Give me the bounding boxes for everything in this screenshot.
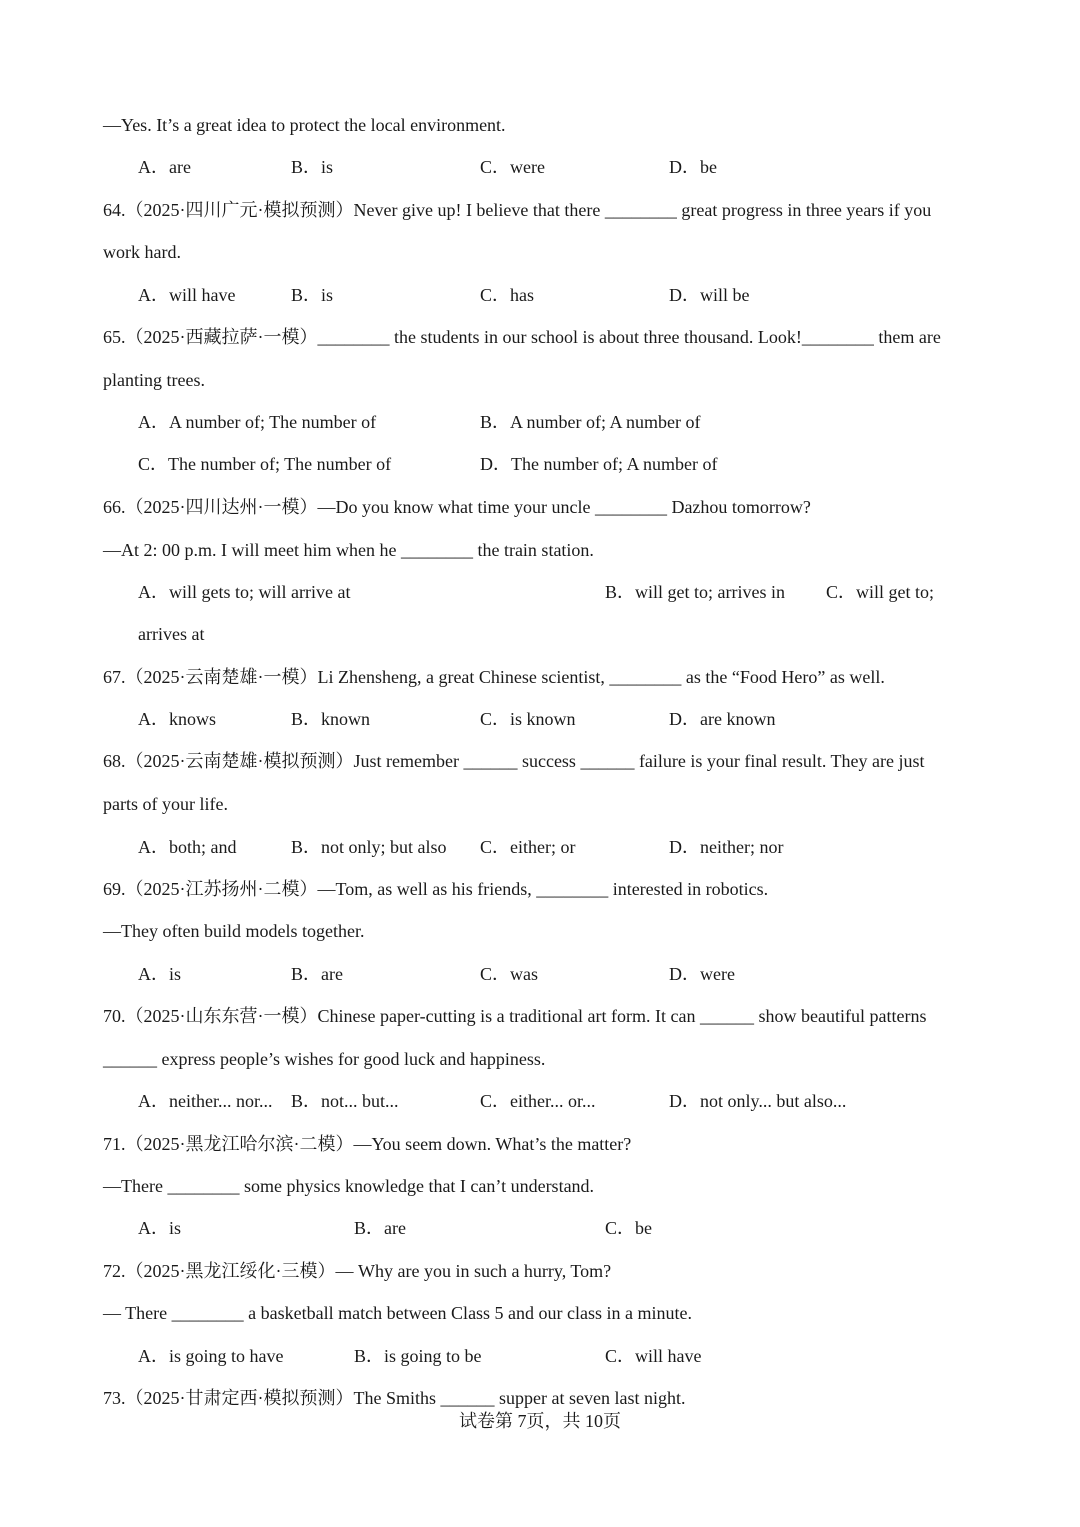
question-67: 67.（2025·云南楚雄·一模）Li Zhensheng, a great Chinese scientist, ________ as the “Food Hero” as well. (103, 667, 885, 687)
question-66: 66.（2025·四川达州·一模）—Do you know what time your uncle ________ Dazhou tomorrow? (103, 497, 811, 517)
question-73: 73.（2025·甘肃定西·模拟预测）The Smiths ______ supper at seven last night. (103, 1388, 686, 1408)
option-c: C．be (605, 1218, 652, 1238)
text-line: arrives at (138, 624, 205, 644)
question-68: 68.（2025·云南楚雄·模拟预测）Just remember ______ success ______ failure is your final result. They are just (103, 751, 925, 771)
option-c: C．has (480, 285, 534, 305)
option-c: C．will get to; (826, 582, 934, 602)
text-line: —There ________ some physics knowledge that I can’t understand. (103, 1176, 595, 1196)
option-a: A．are (138, 157, 191, 177)
option-c: C．will have (605, 1346, 702, 1366)
option-a: A．is going to have (138, 1346, 284, 1366)
option-b: B．not only; but also (291, 837, 447, 857)
text-line: parts of your life. (103, 794, 228, 814)
option-c: C．either; or (480, 837, 576, 857)
option-c: C．The number of; The number of (138, 454, 392, 474)
question-71: 71.（2025·黑龙江哈尔滨·二模）—You seem down. What’s the matter? (103, 1134, 632, 1154)
text-line: —At 2: 00 p.m. I will meet him when he ________ the train station. (103, 540, 594, 560)
option-c: C．either... or... (480, 1091, 596, 1111)
option-a: A．A number of; The number of (138, 412, 377, 432)
option-a: A．knows (138, 709, 217, 729)
page-footer: 试卷第 7页，共 10页 (459, 1411, 621, 1431)
option-b: B．is (291, 285, 334, 305)
option-b: B．known (291, 709, 371, 729)
text-line: —Yes. It’s a great idea to protect the local environment. (103, 115, 506, 135)
option-b: B．are (354, 1218, 406, 1238)
option-c: C．is known (480, 709, 576, 729)
text-line: — There ________ a basketball match between Class 5 and our class in a minute. (103, 1303, 693, 1323)
text-line: —They often build models together. (103, 921, 365, 941)
question-64: 64.（2025·四川广元·模拟预测）Never give up! I believe that there ________ great progress in three years if you (103, 200, 932, 220)
option-d: D．be (669, 157, 717, 177)
option-d: D．were (669, 964, 735, 984)
option-b: B．A number of; A number of (480, 412, 701, 432)
option-a: A．will gets to; will arrive at (138, 582, 351, 602)
option-b: B．is (291, 157, 334, 177)
text-line: ______ express people’s wishes for good luck and happiness. (103, 1049, 546, 1069)
option-a: A．is (138, 964, 182, 984)
option-a: A．will have (138, 285, 236, 305)
option-c: C．were (480, 157, 545, 177)
option-d: D．not only... but also... (669, 1091, 847, 1111)
option-d: D．The number of; A number of (480, 454, 718, 474)
question-65: 65.（2025·西藏拉萨·一模）________ the students in our school is about three thousand. Look!________ them are (103, 327, 941, 347)
question-69: 69.（2025·江苏扬州·二模）—Tom, as well as his friends, ________ interested in robotics. (103, 879, 769, 899)
question-70: 70.（2025·山东东营·一模）Chinese paper-cutting is a traditional art form. It can ______ show beautiful patterns (103, 1006, 927, 1026)
option-b: B．not... but... (291, 1091, 399, 1111)
option-d: D．are known (669, 709, 776, 729)
option-c: C．was (480, 964, 538, 984)
option-d: D．will be (669, 285, 750, 305)
option-a: A．is (138, 1218, 182, 1238)
option-b: B．are (291, 964, 343, 984)
option-b: B．will get to; arrives in (605, 582, 785, 602)
option-b: B．is going to be (354, 1346, 482, 1366)
text-line: work hard. (103, 242, 181, 262)
option-a: A．neither... nor... (138, 1091, 273, 1111)
question-72: 72.（2025·黑龙江绥化·三模）— Why are you in such a hurry, Tom? (103, 1261, 612, 1281)
text-line: planting trees. (103, 370, 205, 390)
option-a: A．both; and (138, 837, 237, 857)
option-d: D．neither; nor (669, 837, 784, 857)
